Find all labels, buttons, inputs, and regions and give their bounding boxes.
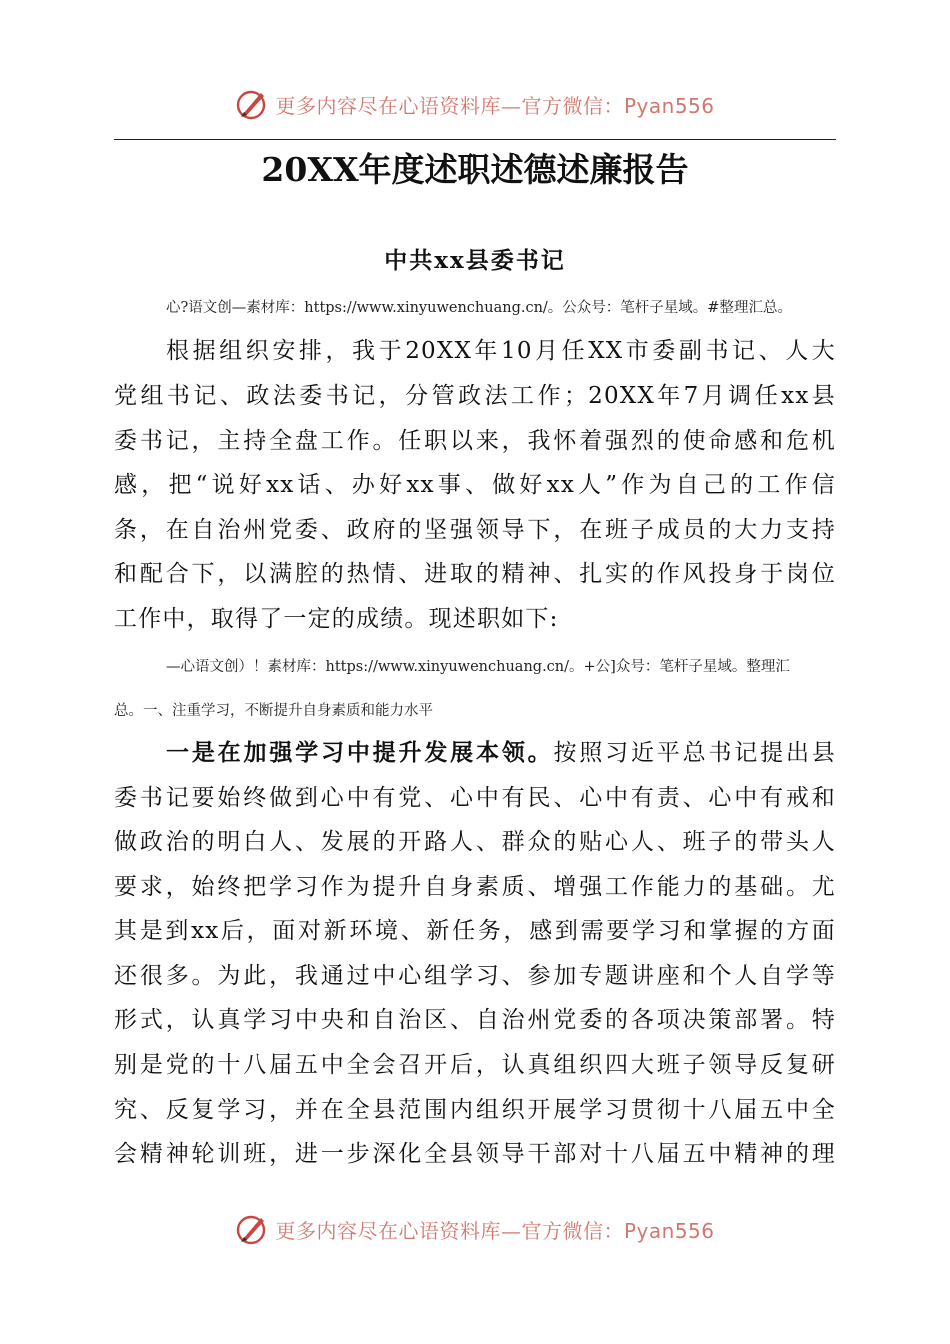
paragraph-2-line-1 [166,731,836,775]
paragraph-2-line-2: 委书记要始终做到心中有党、心中有民、心中有责、心中有戒和 [114,785,836,811]
paragraph-1-line-6: 和配合下，以满腔的热情、进取的精神、扎实的作风投身于岗位 [114,561,836,587]
paragraph-2-line-8: 别是党的十八届五中全会召开后，认真组织四大班子领导反复研 [114,1052,836,1078]
paragraph-2-line-1-text: 按照习近平总书记提出县 [553,740,836,766]
paragraph-1-line-3: 委书记，主持全盘工作。任职以来，我怀着强烈的使命感和危机 [114,428,836,454]
quill-pen-logo-icon [235,87,269,121]
header-divider [114,139,836,140]
paragraph-2-line-5: 其是到xx后，面对新环境、新任务，感到需要学习和掌握的方面 [114,918,836,944]
paragraph-2-lead: 一是在加强学习中提升发展本领。 [166,739,554,766]
footer-banner [0,1209,950,1249]
header-wechat-id: Pyan556 [623,93,715,118]
document-subtitle: 中共xx县委书记 [384,247,566,274]
document-title: 20XX年度述职述德述廉报告 [261,150,689,189]
paragraph-2-line-9: 究、反复学习，并在全县范围内组织开展学习贯彻十八届五中全 [114,1097,836,1123]
quill-pen-logo-icon [235,1212,269,1246]
paragraph-2-line-10: 会精神轮训班，进一步深化全县领导干部对十八届五中精神的理 [114,1141,836,1167]
paragraph-2-line-4: 要求，始终把学习作为提升自身素质、增强工作能力的基础。尤 [114,874,836,900]
paragraph-1-line-1: 根据组织安排，我于20XX年10月任XX市委副书记、人大 [166,338,836,364]
source-note-2-line-2: 总。一、注重学习，不断提升自身素质和能力水平 [114,703,433,719]
source-note-2-line-1: —心语文创）！素材库：https://www.xinyuwenchuang.cn/。+公]众号：笔杆子星域。整理汇 [166,659,790,675]
source-note-1: 心?语文创—素材库：https://www.xinyuwenchuang.cn/。公众号：笔杆子星域。#整理汇总。 [166,300,792,316]
paragraph-2-line-6: 还很多。为此，我通过中心组学习、参加专题讲座和个人自学等 [114,963,836,989]
paragraph-1-line-7: 工作中，取得了一定的成绩。现述职如下: [114,606,559,632]
paragraph-2-line-3: 做政治的明白人、发展的开路人、群众的贴心人、班子的带头人 [114,829,836,855]
header-banner [0,84,950,124]
footer-wechat-id: Pyan556 [623,1218,715,1243]
header-banner-text: 更多内容尽在心语资料库—官方微信：Pyan556 [275,93,715,118]
paragraph-1-line-5: 条，在自治州党委、政府的坚强领导下，在班子成员的大力支持 [114,517,836,543]
paragraph-1-line-2: 党组书记、政法委书记，分管政法工作；20XX年7月调任xx县 [114,383,836,409]
paragraph-2-line-7: 形式，认真学习中央和自治区、自治州党委的各项决策部署。特 [114,1007,836,1033]
paragraph-1-line-4: 感，把“说好xx话、办好xx事、做好xx人”作为自己的工作信 [114,472,836,498]
footer-banner-text: 更多内容尽在心语资料库—官方微信：Pyan556 [275,1218,715,1243]
